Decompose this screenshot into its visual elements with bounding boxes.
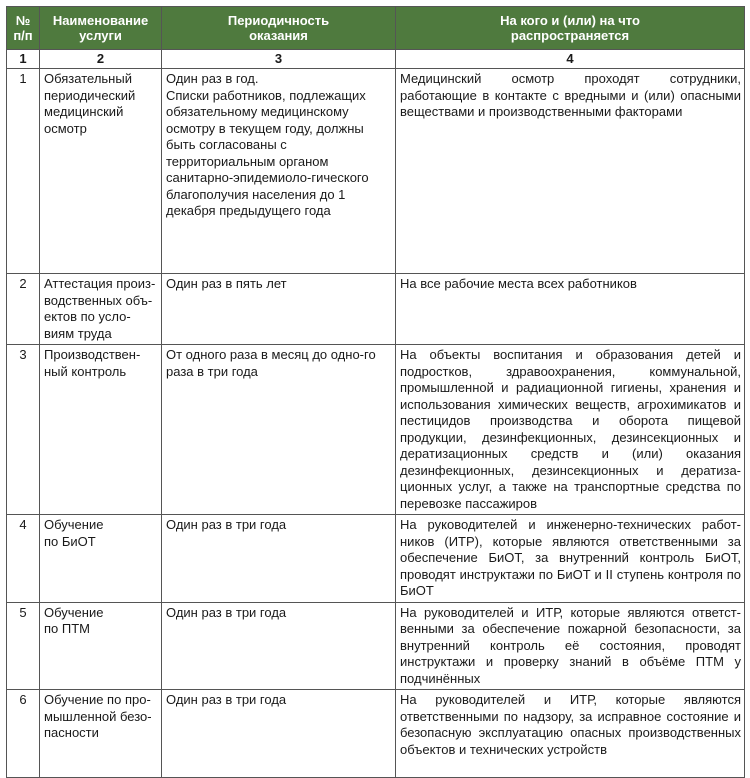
service-name: Производствен-ный контроль [40, 345, 162, 515]
service-name: Обучение по БиОТ [40, 515, 162, 603]
service-name: Обучение по ПТМ [40, 602, 162, 690]
service-name: Обязательный периодический медицинский осмотр [40, 69, 162, 274]
scope: Медицинский осмотр проходят сотрудники, работающие в контакте с вредными и (или) опасными веществами и производственными факторами [396, 69, 745, 274]
row-number: 2 [7, 274, 40, 345]
table-row [7, 515, 745, 603]
row-number: 1 [7, 69, 40, 274]
periodicity: Один раз в год. Списки работников, подлежащих обязательному медицинскому осмотру в текущем году, должны быть согласованы с территориальным органом санитарно-эпидемиоло-гического благополучия населения до 1 декабря предыдущего года [162, 69, 396, 274]
table-row [7, 345, 745, 515]
periodicity: Один раз в три года [162, 690, 396, 778]
scope: На руководителей и инженерно-технических работ-ников (ИТР), которые являются ответственными за обеспечение БиОТ, за внутренний контроль БиОТ, проводят инструктажи по БиОТ и II ступень контроля по БиОТ [396, 515, 745, 603]
row-number: 4 [7, 515, 40, 603]
table-row [7, 69, 745, 274]
scope: На руководителей и ИТР, которые являются ответст-венными за обеспечение пожарной безопасности, за внутренний контроль её состояния, проводят инструктажи и проверку знаний в объёме ПТМ у подчинённых [396, 602, 745, 690]
header-scope: На кого и (или) на что распространяется [396, 7, 745, 50]
table-row [7, 602, 745, 690]
periodicity: Один раз в пять лет [162, 274, 396, 345]
header-periodicity: Периодичность оказания [162, 7, 396, 50]
row-number: 5 [7, 602, 40, 690]
header-row [7, 7, 745, 50]
service-name: Обучение по про-мышленной безо-пасности [40, 690, 162, 778]
table-row [7, 274, 745, 345]
table-body [7, 69, 745, 778]
row-number: 6 [7, 690, 40, 778]
services-table [6, 6, 745, 778]
header-num: № п/п [7, 7, 40, 50]
periodicity: Один раз в три года [162, 515, 396, 603]
column-number: 1 [7, 50, 40, 69]
column-number: 3 [162, 50, 396, 69]
scope: На объекты воспитания и образования детей и подростков, здравоохранения, коммунальной, промышленной и радиационной гигиены, хранения и использования химических веществ, агрохимикатов и пестицидов производства и оборота пищевой продукции, дезинфекционных, дезинсекционных и дератизационных средств и (или) оказания дезинфекционных, дезинсекционных и дератиза-ционных услуг, а также на транспортные средства по перевозке пассажиров [396, 345, 745, 515]
column-number: 4 [396, 50, 745, 69]
row-number: 3 [7, 345, 40, 515]
scope: На руководителей и ИТР, которые являются ответственными по надзору, за исправное состояние и безопасную эксплуатацию опасных производственных объектов и технических устройств [396, 690, 745, 778]
periodicity: От одного раза в месяц до одно-го раза в три года [162, 345, 396, 515]
table-row [7, 690, 745, 778]
header-service: Наименование услуги [40, 7, 162, 50]
service-name: Аттестация произ-водственных объ-ектов по усло-виям труда [40, 274, 162, 345]
column-number: 2 [40, 50, 162, 69]
periodicity: Один раз в три года [162, 602, 396, 690]
scope: На все рабочие места всех работников [396, 274, 745, 345]
table-header [7, 7, 745, 69]
column-number-row [7, 50, 745, 69]
